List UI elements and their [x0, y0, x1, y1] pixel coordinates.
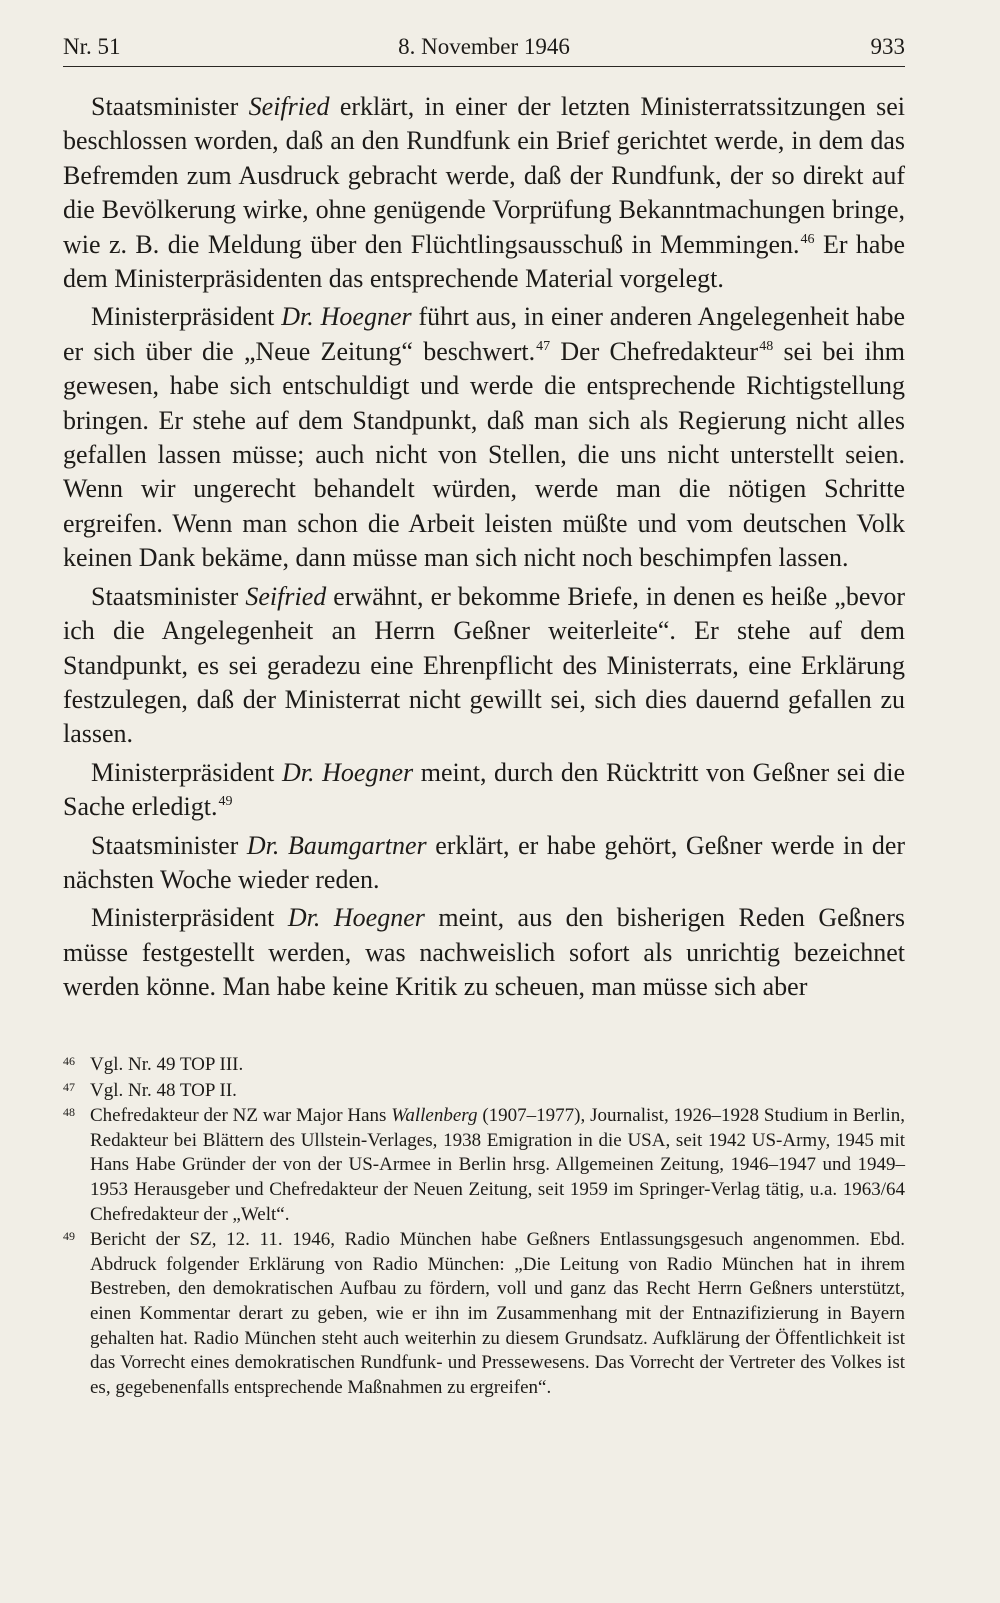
footnote — [63, 1079, 905, 1104]
footnote-number: 47 — [63, 1079, 75, 1094]
speaker-title: Staatsminister — [91, 581, 239, 611]
footnote-text: Chefredakteur der NZ war Major Hans — [90, 1105, 387, 1127]
header-date: 8. November 1946 — [398, 34, 570, 59]
paragraph-text: erklärt, in einer der letzten Ministerratssitzungen sei beschlossen worden, daß an den Rundfunk ein Brief gerichtet werde, in dem das Befremden zum Ausdruck gebracht werde, daß der Rundfunk, der so direkt auf die Bevölkerung wirke, ohne genügende Vorprüfung Bekanntmachungen bringe, wie z. B. die Meldung über den Flüchtlingsausschuß in Memmingen. — [63, 92, 905, 259]
footnote-person-name: Wallenberg — [391, 1105, 478, 1127]
paragraph-text: meint, aus den bisherigen Reden Geßners müsse festgestellt werden, was nachweislich sofort als unrichtig bezeichnet werden könne. Man habe keine Kritik zu scheuen, man müsse sich aber — [63, 903, 905, 1002]
speaker-title: Staatsminister — [91, 830, 239, 860]
paragraph — [63, 580, 905, 752]
paragraph-text: erklärt, er habe gehört, Geßner werde in der nächsten Woche wieder reden. — [63, 830, 906, 894]
footnote-marker: 48 — [759, 338, 774, 354]
footnote-marker: 49 — [218, 794, 233, 810]
paragraph-text: Der Chefredakteur — [550, 336, 759, 366]
paragraph — [63, 901, 905, 1004]
footnote-number: 48 — [63, 1105, 75, 1120]
paragraph — [63, 300, 905, 575]
footnote — [63, 1104, 905, 1227]
paragraph — [63, 829, 905, 898]
footnotes — [63, 1053, 905, 1400]
footnote-number: 46 — [63, 1054, 75, 1068]
speaker-name: Dr. Hoegner — [287, 903, 425, 933]
header-rule — [63, 66, 905, 67]
speaker-title: Ministerpräsident — [91, 757, 275, 787]
footnote-marker: 46 — [800, 231, 815, 247]
speaker-title: Ministerpräsident — [91, 903, 275, 933]
page-number: 933 — [870, 34, 905, 59]
footnote-number: 49 — [63, 1229, 75, 1244]
paragraph — [63, 90, 905, 296]
footnote-text: Vgl. Nr. 48 TOP II. — [90, 1079, 237, 1101]
running-header — [63, 32, 905, 62]
speaker-name: Seifried — [245, 581, 327, 611]
speaker-name: Dr. Hoegner — [282, 757, 414, 787]
speaker-name: Dr. Baumgartner — [246, 830, 427, 860]
paragraph-text: sei bei ihm gewesen, habe sich entschuldigt und werde die entsprechende Richtigstellung bringen. Er stehe auf dem Standpunkt, daß man sich als Regierung nicht alles gefallen lassen müsse; auch nicht von Stellen, die uns nicht unterstellt seien. Wenn wir ungerecht behandelt würden, werde man die nötigen Schritte ergreifen. Wenn man schon die Arbeit leisten müßte und vom deutschen Volk keinen Dank bekäme, dann müsse man sich nicht noch beschimpfen lassen. — [63, 336, 905, 573]
paragraph-text: Er habe dem Ministerpräsidenten das entsprechende Material vorgelegt. — [63, 229, 905, 294]
footnote-text: (1907–1977), Journalist, 1926–1928 Studium in Berlin, Redakteur bei Blättern des Ullstein-Verlages, 1938 Emigration in die USA, seit 1942 US-Army, 1945 mit Hans Habe Gründer der von der US-Armee in Berlin hrsg. Allgemeinen Zeitung, 1946–1947 und 1949–1953 Herausgeber und Chefredakteur der Neuen Zeitung, seit 1959 im Springer-Verlag tätig, u.a. 1963/64 Chefredakteur der „Welt“. — [90, 1105, 906, 1225]
issue-number: Nr. 51 — [63, 34, 121, 59]
footnote-text: Vgl. Nr. 49 TOP III. — [90, 1054, 244, 1075]
speaker-title: Staatsminister — [91, 92, 239, 121]
speaker-title: Ministerpräsident — [91, 302, 275, 332]
paragraph-text: erwähnt, er bekomme Briefe, in denen es heiße „bevor ich die Angelegenheit an Herrn Geßner weiterleite“. Er stehe auf dem Standpunkt, es sei geradezu eine Ehrenpflicht des Ministerrats, eine Erklärung festzulegen, daß der Ministerrat nicht gewillt sei, sich dies dauernd gefallen zu lassen. — [63, 581, 906, 749]
speaker-name: Dr. Hoegner — [281, 302, 412, 332]
footnote — [63, 1053, 905, 1078]
footnote-text: Bericht der SZ, 12. 11. 1946, Radio München habe Geßners Entlassungsgesuch angenommen. Ebd. Abdruck folgender Erklärung von Radio München: „Die Leitung von Radio München hat in ihrem Bestreben, den demokratischen Aufbau zu fördern, voll und ganz das Recht Herrn Geßners unterstützt, einen Kommentar derart zu geben, wie er ihn im Zusammenhang mit der Entnazifizierung in Bayern gehalten hat. Radio München steht auch weiterhin zu diesem Grundsatz. Aufklärung der Öffentlichkeit ist das Vorrecht eines demokratischen Rundfunk- und Pressewesens. Das Vorrecht der Vertreter des Volkes ist es, gegebenenfalls entsprechende Maßnahmen zu ergreifen“. — [90, 1229, 905, 1398]
speaker-name: Seifried — [248, 92, 330, 121]
footnote — [63, 1228, 905, 1400]
paragraph-text: führt aus, in einer anderen Angelegenheit habe er sich über die „Neue Zeitung“ beschwert. — [63, 302, 906, 366]
footnote-marker: 47 — [536, 338, 551, 354]
paragraph — [63, 756, 905, 825]
paragraph-text: meint, durch den Rücktritt von Geßner sei die Sache erledigt. — [63, 757, 906, 822]
main-text — [63, 90, 905, 1005]
